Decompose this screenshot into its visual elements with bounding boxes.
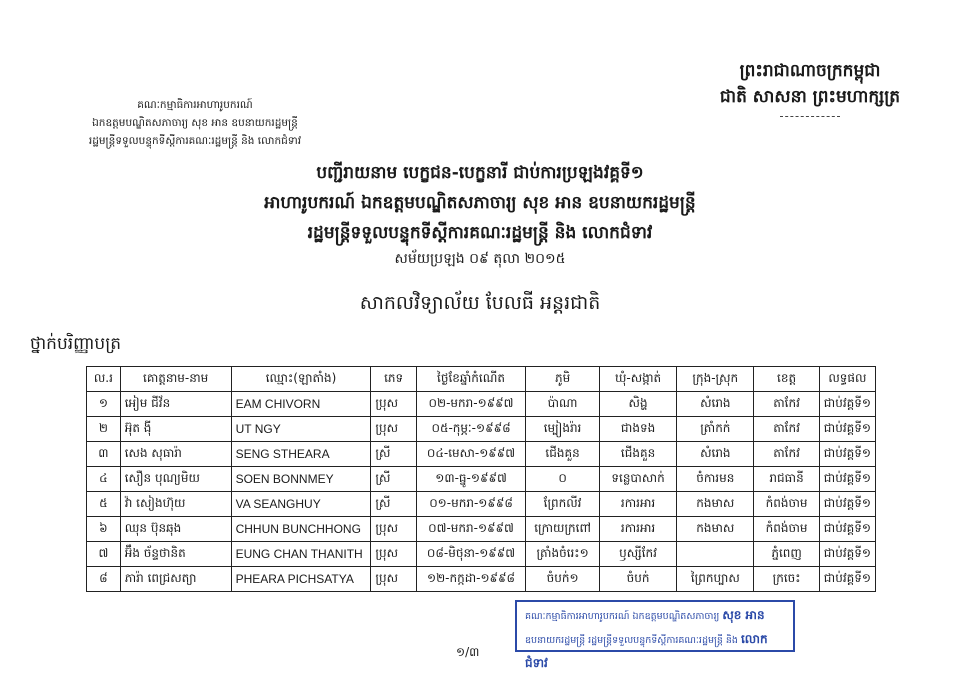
cell-khmer-name: សឿន បុណ្យមិយ — [120, 467, 231, 492]
cell-no: ៨ — [87, 567, 121, 592]
cell-district: សំរោង — [677, 442, 754, 467]
cell-commune: ចំបក់ — [599, 567, 676, 592]
cell-result: ជាប់វគ្គទី១ — [819, 542, 875, 567]
cell-latin-name: VA SEANGHUY — [231, 492, 371, 517]
cell-village: ០ — [526, 467, 600, 492]
header-province: ខេត្ត — [754, 367, 819, 392]
table-row — [87, 567, 876, 592]
header-no: ល.រ — [87, 367, 121, 392]
header-result: លទ្ធផល — [819, 367, 875, 392]
cell-village: ជើងគួន — [526, 442, 600, 467]
header-khmer-name: គោត្តនាម-នាម — [120, 367, 231, 392]
cell-dob: ០៥-កុម្ភៈ-១៩៩៨ — [416, 417, 525, 442]
cell-result: ជាប់វគ្គទី១ — [819, 392, 875, 417]
cell-village: ក្រោយក្រពៅ — [526, 517, 600, 542]
cell-province: តាកែវ — [754, 417, 819, 442]
cell-sex: ប្រុស — [371, 567, 416, 592]
cell-commune: ជើងគួន — [599, 442, 676, 467]
table-row — [87, 517, 876, 542]
cell-khmer-name: អ៊ុត ង៉ី — [120, 417, 231, 442]
cell-khmer-name: សេង សុធារ៉ា — [120, 442, 231, 467]
cell-no: ៤ — [87, 467, 121, 492]
committee-line-2: ឯកឧត្តមបណ្ឌិតសភាចារ្យ សុខ អាន ឧបនាយករដ្ឋមន្ត្រី — [92, 117, 298, 129]
header-district: ក្រុង-ស្រុក — [677, 367, 754, 392]
header-dob: ថ្ងៃខែឆ្នាំកំណើត — [416, 367, 525, 392]
school-name: សាកលវិទ្យាល័យ បែលធី អន្តរជាតិ — [359, 292, 601, 314]
cell-no: ១ — [87, 392, 121, 417]
cell-commune: រការអារ — [599, 517, 676, 542]
cell-latin-name: SOEN BONNMEY — [231, 467, 371, 492]
committee-line-1: គណៈកម្មាធិការអាហារូបករណ៍ — [137, 99, 253, 111]
stamp-name: សុខ អាន — [722, 608, 765, 622]
table-header-row — [87, 367, 876, 392]
cell-dob: ០២-មករា-១៩៩៧ — [416, 392, 525, 417]
header-latin-name: ឈ្មោះ(ឡាតាំង) — [231, 367, 371, 392]
cell-sex: ប្រុស — [371, 517, 416, 542]
cell-sex: ស្រី — [371, 442, 416, 467]
cell-village: ត្រាំងចំរេះ១ — [526, 542, 600, 567]
table-row — [87, 417, 876, 442]
cell-district: ចំការមន — [677, 467, 754, 492]
cell-no: ២ — [87, 417, 121, 442]
cell-result: ជាប់វគ្គទី១ — [819, 567, 875, 592]
cell-result: ជាប់វគ្គទី១ — [819, 442, 875, 467]
kingdom-motto: ជាតិ សាសនា ព្រះមហាក្សត្រ — [719, 87, 901, 107]
cell-khmer-name: វ៉ា សៀងហ៊ុយ — [120, 492, 231, 517]
cell-dob: ០១-មករា-១៩៩៨ — [416, 492, 525, 517]
cell-province: តាកែវ — [754, 392, 819, 417]
cell-district: ព្រៃកប្បាស — [677, 567, 754, 592]
table-row — [87, 542, 876, 567]
cell-commune: ឫស្សីកែវ — [599, 542, 676, 567]
cell-khmer-name: អ៊ឹង ច័ន្ទថានិត — [120, 542, 231, 567]
table-row — [87, 492, 876, 517]
cell-result: ជាប់វគ្គទី១ — [819, 517, 875, 542]
cell-province: រាជធានី — [754, 467, 819, 492]
cell-commune: ជាងទង — [599, 417, 676, 442]
cell-sex: ប្រុស — [371, 417, 416, 442]
cell-khmer-name: ភារ៉ា ពេជ្រសត្យា — [120, 567, 231, 592]
cell-latin-name: EAM CHIVORN — [231, 392, 371, 417]
exam-session: សម័យប្រឡង ០៩ តុលា ២០១៥ — [394, 251, 566, 267]
cell-village: ចំបក់១ — [526, 567, 600, 592]
cell-khmer-name: ឈុន ប៊ុនឆុង — [120, 517, 231, 542]
table-row — [87, 392, 876, 417]
cell-result: ជាប់វគ្គទី១ — [819, 417, 875, 442]
cell-dob: ០៧-មករា-១៩៩៧ — [416, 517, 525, 542]
header-commune: ឃុំ-សង្កាត់ — [599, 367, 676, 392]
cell-province: តាកែវ — [754, 442, 819, 467]
ornament-divider — [780, 116, 840, 125]
header-village: ភូមិ — [526, 367, 600, 392]
stamp-line-1 — [525, 604, 785, 628]
kingdom-title: ព្រះរាជាណាចក្រកម្ពុជា — [739, 61, 881, 81]
cell-district: សំរោង — [677, 392, 754, 417]
stamp-line-2 — [525, 628, 785, 676]
kingdom-header — [700, 58, 920, 125]
cell-district: ត្រាំកក់ — [677, 417, 754, 442]
cell-result: ជាប់វគ្គទី១ — [819, 492, 875, 517]
cell-commune: រការអារ — [599, 492, 676, 517]
stamp-title: លោកជំទាវ — [525, 632, 768, 670]
cell-district — [677, 542, 754, 567]
cell-dob: ០៤-មេសា-១៩៩៧ — [416, 442, 525, 467]
title-line-2: អាហារូបករណ៍ ឯកឧត្តមបណ្ឌិតសភាចារ្យ សុខ អាន ឧបនាយករដ្ឋមន្ត្រី — [264, 193, 696, 213]
cell-sex: ប្រុស — [371, 542, 416, 567]
document-title-block — [0, 158, 960, 270]
page-number: ១/៣ — [456, 645, 480, 659]
cell-no: ៧ — [87, 542, 121, 567]
cell-sex: ស្រី — [371, 467, 416, 492]
cell-latin-name: UT NGY — [231, 417, 371, 442]
cell-result: ជាប់វគ្គទី១ — [819, 467, 875, 492]
cell-latin-name: PHEARA PICHSATYA — [231, 567, 371, 592]
cell-commune: សិង្ហ — [599, 392, 676, 417]
cell-dob: ០៨-មិថុនា-១៩៩៧ — [416, 542, 525, 567]
title-line-3: រដ្ឋមន្ត្រីទទួលបន្ទុកទីស្តីការគណៈរដ្ឋមន្ត្រី និង លោកជំទាវ — [307, 223, 653, 243]
title-line-1: បញ្ជីរាយនាម បេក្ខជន-បេក្ខនារី ជាប់ការប្រឡងវគ្គទី១ — [316, 163, 644, 183]
results-table — [86, 366, 876, 592]
cell-commune: ទន្លេបាសាក់ — [599, 467, 676, 492]
cell-latin-name: SENG STHEARA — [231, 442, 371, 467]
cell-province: ភ្នំពេញ — [754, 542, 819, 567]
committee-line-3: រដ្ឋមន្ត្រីទទួលបន្ទុកទីស្តីការគណៈរដ្ឋមន្ត្រី និង លោកជំទាវ — [88, 135, 302, 147]
cell-province: កំពង់ចាម — [754, 492, 819, 517]
cell-latin-name: CHHUN BUNCHHONG — [231, 517, 371, 542]
header-sex: ភេទ — [371, 367, 416, 392]
cell-sex: ស្រី — [371, 492, 416, 517]
cell-dob: ១២-កក្កដា-១៩៩៨ — [416, 567, 525, 592]
cell-no: ៦ — [87, 517, 121, 542]
cell-no: ៥ — [87, 492, 121, 517]
cell-village: ព្រែកលីវ — [526, 492, 600, 517]
table-row — [87, 442, 876, 467]
cell-district: កងមាស — [677, 492, 754, 517]
stamp-line-1-text: គណៈកម្មាធិការអាហារូបករណ៍ ឯកឧត្តមបណ្ឌិតសភាចារ្យ — [525, 611, 720, 622]
cell-village: ប៉ាណា — [526, 392, 600, 417]
committee-header — [60, 96, 330, 150]
cell-province: ក្រចេះ — [754, 567, 819, 592]
cell-sex: ប្រុស — [371, 392, 416, 417]
table-row — [87, 467, 876, 492]
cell-province: កំពង់ចាម — [754, 517, 819, 542]
cell-khmer-name: អៀម ជីវ័ន — [120, 392, 231, 417]
official-stamp — [515, 600, 795, 670]
cell-dob: ១៣-ធ្នូ-១៩៩៧ — [416, 467, 525, 492]
cell-district: កងមាស — [677, 517, 754, 542]
degree-level: ថ្នាក់បរិញ្ញាបត្រ — [30, 334, 122, 354]
cell-no: ៣ — [87, 442, 121, 467]
cell-village: ម្បៀងរ៉ារ — [526, 417, 600, 442]
stamp-line-2-text: ឧបនាយករដ្ឋមន្ត្រី រដ្ឋមន្ត្រីទទួលបន្ទុកទីស្តីការគណៈរដ្ឋមន្ត្រី និង — [525, 635, 738, 646]
cell-latin-name: EUNG CHAN THANITH — [231, 542, 371, 567]
